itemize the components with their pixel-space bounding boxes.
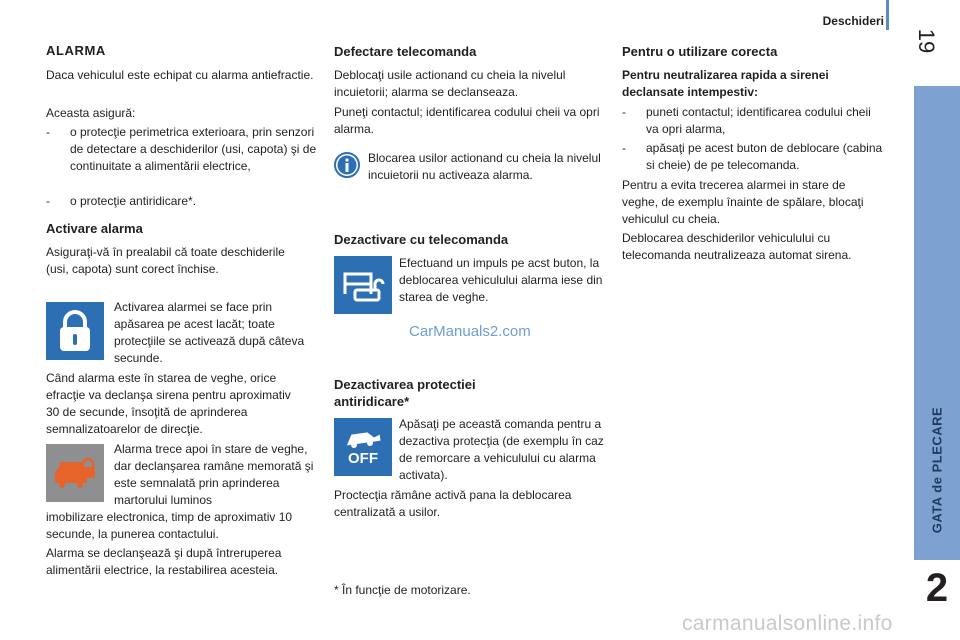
list-item-text: apăsaţi pe acest buton de deblocare (cabina si cheie) de pe telecomanda. xyxy=(646,141,883,172)
chapter-number: 2 xyxy=(925,566,949,610)
utilizare-p2: Deblocarea deschiderilor vehiculului cu telecomanda neutralizeaza automat sirena. xyxy=(622,231,852,262)
list-item-text: puneti contactul; identificarea codului cheii va opri alarma, xyxy=(646,105,871,136)
list-item xyxy=(622,140,884,174)
alarm-lamp-text: Alarma trece apoi în stare de veghe, dar declanşarea ramâne memorată şi este semnalată prin aprinderea martorului luminos xyxy=(114,442,314,507)
page-number: 19 xyxy=(914,28,939,54)
list-item xyxy=(46,124,318,192)
list-dash: - xyxy=(622,141,626,155)
section-title: Deschideri xyxy=(822,14,884,28)
reset-text: Alarma se declanşează şi după întreruperea alimentării electrice, la restabilirea acesteia. xyxy=(46,546,282,577)
alarma-intro: Daca vehiculul este echipat cu alarma antiefractie. xyxy=(46,68,314,82)
defectare-p1: Deblocaţi usile actionand cu cheia la nivelul incuietorii; alarma se declanseaza. xyxy=(334,68,566,99)
list-item xyxy=(46,193,318,210)
activare-intro: Asiguraţi-vă în prealabil că toate deschiderile (usi, capota) sunt corect închise. xyxy=(46,245,285,276)
defectare-p2: Puneţi contactul; identificarea codului cheii va opri alarma. xyxy=(334,105,600,136)
tilt-off-icon xyxy=(334,418,392,476)
defectare-title: Defectare telecomanda xyxy=(334,44,477,59)
utilizare-p1: Pentru a evita trecerea alarmei in stare de veghe, de exemplu înainte de spălare, blocaţi vehiculul cu cheia. xyxy=(622,178,864,226)
list-item-text: o protecţie antiridicare*. xyxy=(70,194,197,208)
dezactivare-telecomanda-text: Efectuand un impuls pe acst buton, la deblocarea vehiculului alarma iese din starea de veghe. xyxy=(399,256,603,304)
chapter-label: GATA de PLECARE xyxy=(929,406,945,534)
info-icon xyxy=(334,152,360,178)
alarma-title: ALARMA xyxy=(46,43,106,58)
footnote: * În funcţie de motorizare. xyxy=(334,583,471,597)
lock-icon xyxy=(46,302,104,360)
utilizare-title: Pentru o utilizare corecta xyxy=(622,44,778,59)
activare-title: Activare alarma xyxy=(46,221,143,236)
site-watermark: carmanualsonline.info xyxy=(682,612,893,635)
protectie-ramane-text: Proctecţia rămâne activă pana la deblocarea centralizată a usilor. xyxy=(334,488,572,519)
list-dash: - xyxy=(622,105,626,119)
efractie-text: Când alarma este în starea de veghe, orice efracţie va declanşa sirena pentru aproximativ 30 de secunde, însoţită de aprinderea semnalizatoarelor de direcţie. xyxy=(46,371,291,436)
header-rule xyxy=(886,0,889,30)
utilizare-bold: Pentru neutralizarea rapida a sirenei declansate intempestiv: xyxy=(622,68,829,99)
lock-text: Activarea alarmei se face prin apăsarea pe acest lacăt; toate protecţiile se activează după câteva secunde. xyxy=(114,300,305,365)
dezactivare-protectie-title: Dezactivarea protectiei antiridicare* xyxy=(334,377,476,409)
alarm-lamp-cont: imobilizare electronica, timp de aproximativ 10 secunde, la punerea contactului. xyxy=(46,510,293,541)
list-item xyxy=(622,104,884,138)
dezactivare-protectie-text: Apăsaţi pe această comanda pentru a dezactiva protecţia (de exemplu în caz de remorcare a vehiculului cu alarma activata). xyxy=(399,417,604,482)
list-dash: - xyxy=(46,194,50,208)
off-label: OFF xyxy=(348,450,378,467)
watermark-logo: CarManuals2.com xyxy=(409,323,531,340)
dezactivare-telecomanda-title: Dezactivare cu telecomanda xyxy=(334,232,509,247)
info-text: Blocarea usilor actionand cu cheia la nivelul incuietorii nu activeaza alarma. xyxy=(368,151,601,182)
alarma-asigura: Aceasta asigură: xyxy=(46,106,136,120)
alarm-lamp-icon xyxy=(46,444,104,502)
list-dash: - xyxy=(46,125,50,139)
unlock-button-icon xyxy=(334,256,392,314)
list-item-text: o protecţie perimetrica exterioara, prin senzori de detectare a deschiderilor (usi, capota) şi de continuitate a alimentării electrice, xyxy=(70,125,317,173)
